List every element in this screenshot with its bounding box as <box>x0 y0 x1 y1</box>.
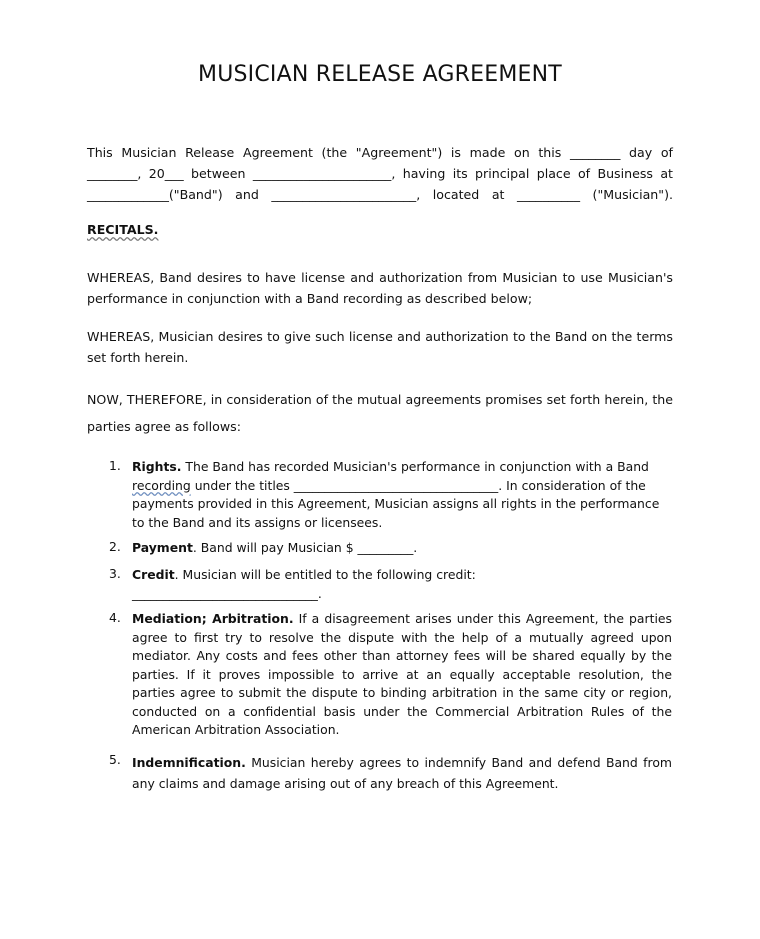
whereas-clause-1: WHEREAS, Band desires to have license and authorization from Musician to use Musician's performance in conjunction with a Band recording as described below; <box>87 270 673 306</box>
list-number: 2. <box>109 539 121 554</box>
list-number: 3. <box>109 566 121 581</box>
spelling-flag-word: recording <box>132 477 191 493</box>
recitals-heading: RECITALS. <box>87 222 159 237</box>
intro-line-1: This Musician Release Agreement (the "Agreement") is made on this ________ day of <box>87 145 673 160</box>
credit-blank-line: ______________________________. <box>132 585 322 601</box>
credit-body: . Musician will be entitled to the following credit: <box>174 567 476 582</box>
payment-label: Payment <box>132 540 193 555</box>
list-number: 5. <box>109 752 121 767</box>
intro-paragraph <box>87 142 673 205</box>
list-number: 1. <box>109 458 121 473</box>
rights-label: Rights. <box>132 459 182 474</box>
mediation-text <box>132 610 672 740</box>
credit-text <box>132 566 672 603</box>
whereas-clause-2: WHEREAS, Musician desires to give such license and authorization to the Band on the terms set forth herein. <box>87 329 673 365</box>
indemnification-body: Musician hereby agrees to indemnify Band and defend Band from any claims and damage arising out of any breach of this Agreement. <box>132 755 672 791</box>
rights-line-1: The Band has recorded Musician's performance in conjunction with a Band <box>181 459 649 474</box>
credit-label: Credit <box>132 567 175 582</box>
now-therefore-line-2: parties agree as follows: <box>87 419 241 434</box>
list-number: 4. <box>109 610 121 625</box>
rights-text <box>132 458 672 532</box>
intro-line-2: ________, 20___ between ______________________, having its principal place of Business at <box>87 166 673 181</box>
mediation-body: If a disagreement arises under this Agreement, the parties agree to first try to resolve the dispute with the help of a mutually agreed upon mediator. Any costs and fees other than attorney fees will be shared equally by the parties. If it proves impossible to arrive at an equally acceptable resolution, the parties agree to submit the dispute to binding arbitration in the same city or region, conducted on a confidential basis under the Commercial Arbitration Rules of the American Arbitration Association. <box>132 611 672 737</box>
rights-line-2: under the titles _________________________________. In consideration of <box>190 477 622 493</box>
intro-line-3: _____________("Band") and _______________________, located at __________ ("Musician"). <box>87 187 673 202</box>
indemnification-label: Indemnification. <box>132 755 246 770</box>
payment-text <box>132 539 672 558</box>
rights-rest: the payments provided in this Agreement, Musician assigns all rights in the performance to the Band and its assigns or licensees. <box>132 477 660 530</box>
payment-body: . Band will pay Musician $ _________. <box>192 540 418 555</box>
now-therefore-clause <box>87 386 673 440</box>
document-title: MUSICIAN RELEASE AGREEMENT <box>198 62 562 87</box>
mediation-label: Mediation; Arbitration. <box>132 611 294 626</box>
indemnification-text <box>132 752 672 794</box>
now-therefore-line-1: NOW, THEREFORE, in consideration of the mutual agreements promises set forth herein, the <box>87 392 673 407</box>
